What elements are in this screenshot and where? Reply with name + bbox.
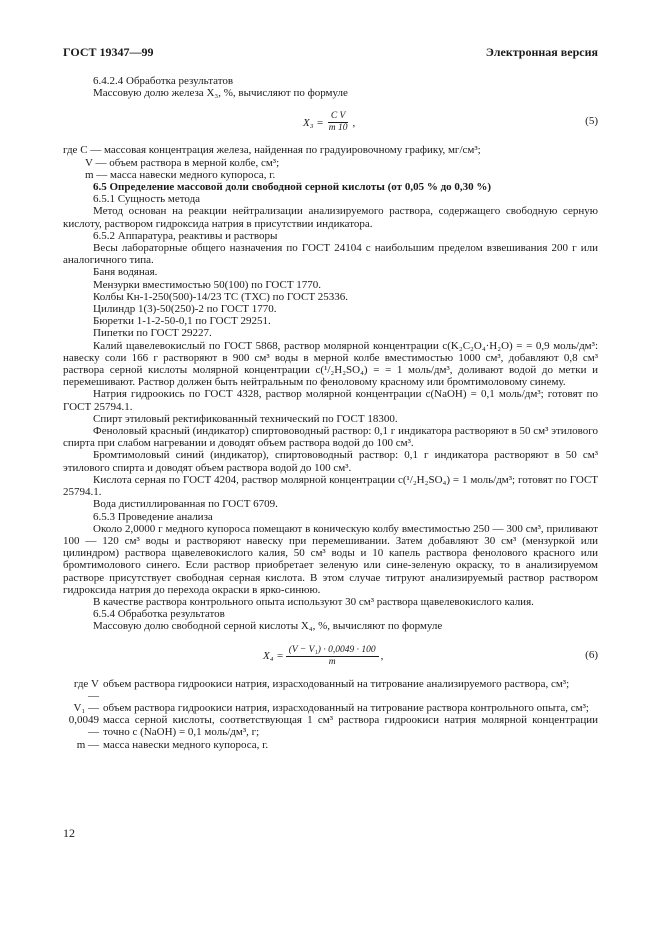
formula-5-number: (5) — [585, 115, 598, 128]
formula-6-fraction — [286, 645, 379, 668]
def-description: объем раствора гидроокиси натрия, израсходованный на титрование анализируемого раствора, см³; — [103, 677, 570, 690]
section-6-5-3-text: Около 2,0000 г медного купороса помещают в коническую колбу вместимостью 250 — 300 см³, приливают 100 — 120 см³ воды и растворяют навеску при перемешивании. Затем добавляют 30 см³ (мензуркой или цилиндром) раствора щавелевокислого калия, 50 см³ воды и 10 капель раствора фенолового красного или бромтимолового синего. Если раствор приобретает зеленую или сине-зеленую окраску, то в анализируемом растворе присутствует свободная серная кислота. В этом случае титруют анализируемый раствор раствором гидроксида натрия до перехода окраски в ярко-синюю. — [63, 522, 598, 596]
section-6-5-1-title: 6.5.1 Сущность метода — [93, 193, 201, 206]
def-symbol: 0,0049 — — [68, 714, 99, 739]
list-item: Калий щавелевокислый по ГОСТ 5868, раствор молярной концентрации c(K₂C₂O₄·H₂O) = = 0,9 моль/дм³: навеску соли 166 г растворяют в 900 см³ воды в мерной колбе вместимостью 1000 см³, добавляют 0,8 см³ раствора серной кислоты молярной концентрации c(¹/₂H₂SO₄) = = 1 моль/дм³, доливают водой до метки и перемешивают. Раствор должен быть нейтральным по феноловому красному или бромтимоловому синему. — [63, 339, 598, 389]
section-6-5-3-control: В качестве раствора контрольного опыта используют 30 см³ раствора щавелевокислого калия. — [93, 595, 534, 608]
formula-6-definitions — [63, 678, 598, 751]
formula-5-denominator: m 10 — [328, 123, 348, 134]
list-item: Пипетки по ГОСТ 29227. — [93, 327, 212, 340]
list-item: Цилиндр 1(3)-50(250)-2 по ГОСТ 1770. — [93, 303, 277, 316]
list-item: Бюретки 1-1-2-50-0,1 по ГОСТ 29251. — [93, 315, 271, 328]
list-item: Весы лабораторные общего назначения по ГОСТ 24104 с наибольшим пределом взвешивания 200 г или аналогичного типа. — [63, 242, 598, 267]
section-6-4-2-4-title: 6.4.2.4 Обработка результатов — [93, 75, 234, 87]
def-description: масса навески медного купороса, г. — [103, 738, 269, 751]
list-item: Колбы Кн-1-250(500)-14/23 ТС (ТХС) по ГОСТ 25336. — [93, 290, 349, 303]
section-6-5-1-text: Метод основан на реакции нейтрализации анализируемого раствора, содержащего свободную серную кислоту, раствором гидроксида натрия в присутствии индикатора. — [63, 205, 598, 230]
formula-6-intro: Массовую долю свободной серной кислоты X₄, %, вычисляют по формуле — [93, 620, 443, 633]
formula-6-numerator: (V − V₁) · 0,0049 · 100 — [286, 645, 379, 657]
def-symbol: m — — [76, 738, 99, 751]
def-symbol: V₁ — — [73, 701, 99, 714]
def-description: объем раствора гидроокиси натрия, израсходованный на титрование раствора контрольного опыта, см³; — [103, 701, 589, 714]
def-description: масса серной кислоты, соответствующая 1 см³ раствора гидроокиси натрия молярной концентрации точно c (NaOH) = 0,1 моль/дм³, г; — [103, 714, 598, 739]
list-item: Феноловый красный (индикатор) спиртововодный раствор: 0,1 г индикатора растворяют в 50 см³ этилового спирта при слабом нагревании и доводят объем раствора водой до 100 см³. — [63, 425, 598, 450]
formula-5-lhs: X₃ = — [303, 116, 324, 129]
list-item: Кислота серная по ГОСТ 4204, раствор молярной концентрации c(¹/₂H₂SO₄) = 1 моль/дм³; готовят по ГОСТ 25794.1. — [63, 473, 598, 499]
formula-6-number: (6) — [585, 648, 598, 661]
formula-6-denominator: m — [328, 656, 336, 667]
section-6-5-2-title: 6.5.2 Аппаратура, реактивы и растворы — [93, 229, 278, 242]
list-item: Натрия гидроокись по ГОСТ 4328, раствор молярной концентрации c(NaOH) = 0,1 моль/дм³; готовят по ГОСТ 25794.1. — [63, 388, 598, 413]
def-symbol: где V — — [73, 677, 99, 702]
body-text — [63, 75, 598, 751]
formula-5-numerator: C V — [328, 111, 349, 123]
formula-6-comma: , — [380, 649, 384, 662]
section-6-5-heading: 6.5 Определение массовой доли свободной серной кислоты (от 0,05 % до 0,30 %) — [93, 181, 492, 194]
where-c: где C — массовая концентрация железа, найденная по градуировочному графику, мг/см³; — [63, 144, 481, 157]
section-6-5-3-title: 6.5.3 Проведение анализа — [93, 510, 213, 523]
page-number: 12 — [63, 826, 75, 840]
where-v: V — объем раствора в мерной колбе, см³; — [85, 156, 280, 169]
list-item: Бромтимоловый синий (индикатор), спиртововодный раствор: 0,1 г индикатора растворяют в 50 см³ этилового спирта и доводят объем раствора водой до 100 см³. — [63, 449, 598, 474]
formula-5-intro: Массовую долю железа X₃, %, вычисляют по формуле — [93, 87, 348, 100]
formula-6-lhs: X₄ = — [263, 649, 284, 662]
formula-5-comma: , — [352, 116, 356, 129]
formula-6 — [63, 637, 598, 673]
standard-code: ГОСТ 19347—99 — [63, 45, 154, 59]
list-item: Спирт этиловый ректификованный технический по ГОСТ 18300. — [93, 412, 398, 425]
formula-5 — [63, 103, 598, 139]
list-item: Баня водяная. — [93, 266, 158, 279]
formula-5-fraction — [326, 111, 351, 134]
list-item: Мензурки вместимостью 50(100) по ГОСТ 1770. — [93, 278, 322, 291]
edition-label: Электронная версия — [485, 45, 598, 59]
section-6-5-4-title: 6.5.4 Обработка результатов — [93, 608, 225, 621]
where-m: m — масса навески медного купороса, г. — [85, 168, 276, 181]
list-item: Вода дистиллированная по ГОСТ 6709. — [93, 498, 278, 511]
